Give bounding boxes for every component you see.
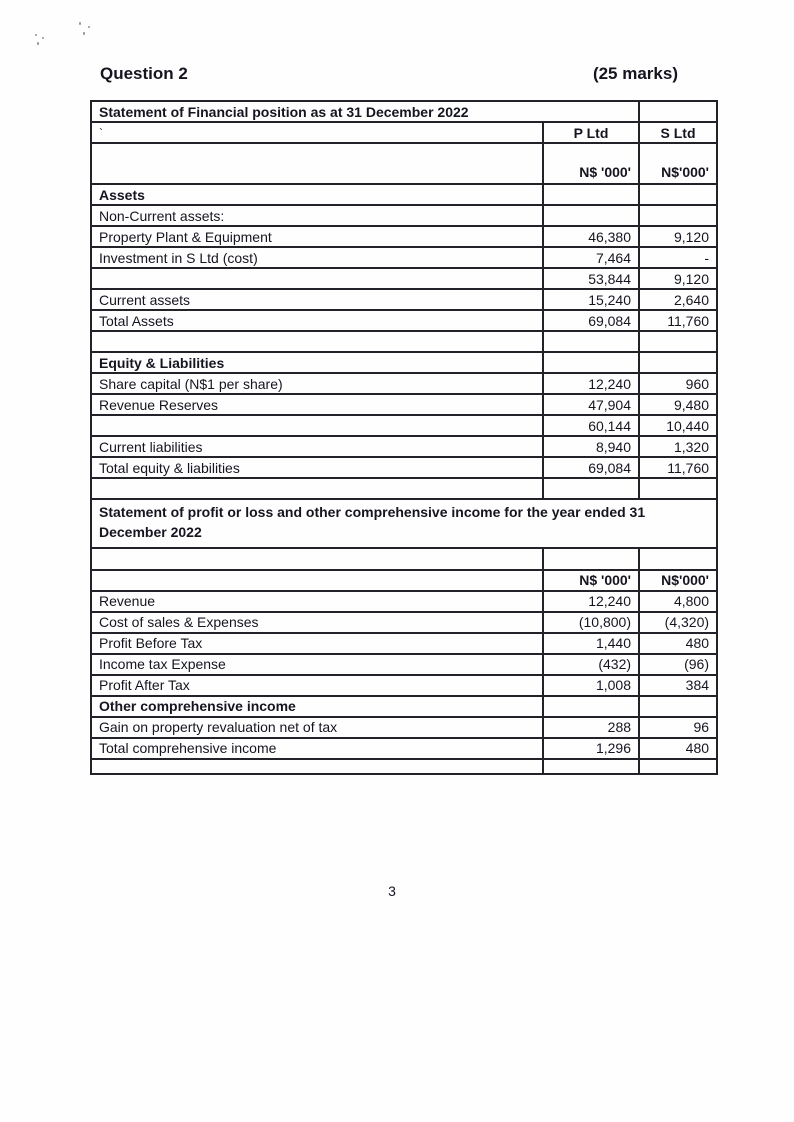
s-ltd-value: 384 (639, 675, 717, 696)
s-ltd-value (639, 184, 717, 205)
question-title: Question 2 (100, 64, 188, 83)
p-ltd-value (543, 184, 639, 205)
p-ltd-value: 7,464 (543, 247, 639, 268)
p-ltd-value: 47,904 (543, 394, 639, 415)
row-label: Equity & Liabilities (91, 352, 543, 373)
unit-s-ltd: N$'000' (639, 143, 717, 184)
s-ltd-value (639, 205, 717, 226)
s-ltd-value: 11,760 (639, 310, 717, 331)
table-row (91, 289, 717, 310)
row-label: Profit Before Tax (91, 633, 543, 654)
empty-cell (91, 570, 543, 591)
p-ltd-value: 12,240 (543, 373, 639, 394)
pencil-mark (42, 37, 44, 39)
table-row (91, 696, 717, 717)
empty-cell (639, 101, 717, 122)
p-ltd-value: 46,380 (543, 226, 639, 247)
units-row (91, 143, 717, 184)
s-ltd-value: 2,640 (639, 289, 717, 310)
s-ltd-value (639, 331, 717, 352)
pencil-mark (79, 22, 81, 25)
row-label: Income tax Expense (91, 654, 543, 675)
row-label: Gain on property revaluation net of tax (91, 717, 543, 738)
p-ltd-value: 8,940 (543, 436, 639, 457)
row-label: Total Assets (91, 310, 543, 331)
table-row (91, 205, 717, 226)
pencil-mark (37, 42, 39, 45)
row-label: Revenue (91, 591, 543, 612)
table-row (91, 415, 717, 436)
table-row (91, 478, 717, 499)
pl-title: Statement of profit or loss and other comprehensive income for the year ended 31 December 2022 (91, 499, 717, 548)
empty-cell (91, 548, 543, 570)
s-ltd-value: 480 (639, 738, 717, 759)
col-header-s-ltd: S Ltd (639, 122, 717, 143)
p-ltd-value: 1,296 (543, 738, 639, 759)
p-ltd-value: 12,240 (543, 591, 639, 612)
p-ltd-value: 69,084 (543, 310, 639, 331)
row-label: Investment in S Ltd (cost) (91, 247, 543, 268)
marks-label: (25 marks) (592, 64, 678, 83)
table-row (91, 759, 717, 774)
s-ltd-value: 9,120 (639, 268, 717, 289)
s-ltd-value (639, 696, 717, 717)
table-row (91, 738, 717, 759)
pencil-mark (83, 32, 85, 35)
table-row (91, 247, 717, 268)
financial-statements-table (90, 100, 718, 775)
fp-title-row (91, 101, 717, 122)
row-label (91, 759, 543, 774)
row-label: Property Plant & Equipment (91, 226, 543, 247)
s-ltd-value: 4,800 (639, 591, 717, 612)
row-label: Revenue Reserves (91, 394, 543, 415)
p-ltd-value: (10,800) (543, 612, 639, 633)
row-label (91, 478, 543, 499)
row-label: Profit After Tax (91, 675, 543, 696)
table-row (91, 394, 717, 415)
row-label (91, 268, 543, 289)
table-row (91, 226, 717, 247)
table-row (91, 436, 717, 457)
p-ltd-value: 1,440 (543, 633, 639, 654)
table-row (91, 654, 717, 675)
p-ltd-value: 69,084 (543, 457, 639, 478)
p-ltd-value: 53,844 (543, 268, 639, 289)
p-ltd-value: 1,008 (543, 675, 639, 696)
empty-cell (543, 548, 639, 570)
s-ltd-value: 1,320 (639, 436, 717, 457)
row-label: Total equity & liabilities (91, 457, 543, 478)
p-ltd-value (543, 696, 639, 717)
s-ltd-value (639, 352, 717, 373)
p-ltd-value: 60,144 (543, 415, 639, 436)
s-ltd-value (639, 478, 717, 499)
pl-units-row (91, 570, 717, 591)
s-ltd-value: - (639, 247, 717, 268)
table-row (91, 612, 717, 633)
s-ltd-value: (4,320) (639, 612, 717, 633)
p-ltd-value (543, 478, 639, 499)
row-label: Current assets (91, 289, 543, 310)
page-number: 3 (388, 883, 396, 899)
s-ltd-value: 9,480 (639, 394, 717, 415)
row-label: Total comprehensive income (91, 738, 543, 759)
s-ltd-value: 9,120 (639, 226, 717, 247)
p-ltd-value (543, 331, 639, 352)
row-label: Cost of sales & Expenses (91, 612, 543, 633)
row-label: Share capital (N$1 per share) (91, 373, 543, 394)
row-label (91, 331, 543, 352)
p-ltd-value (543, 759, 639, 774)
p-ltd-value (543, 205, 639, 226)
table-row (91, 548, 717, 570)
table-row (91, 331, 717, 352)
row-label: Other comprehensive income (91, 696, 543, 717)
table-row (91, 633, 717, 654)
s-ltd-value: 96 (639, 717, 717, 738)
question-header (100, 64, 678, 84)
table-row (91, 591, 717, 612)
fp-title: Statement of Financial position as at 31 December 2022 (91, 101, 639, 122)
empty-cell (639, 548, 717, 570)
row-label: Non-Current assets: (91, 205, 543, 226)
table-row (91, 717, 717, 738)
row-label (91, 415, 543, 436)
s-ltd-value: 480 (639, 633, 717, 654)
p-ltd-value: (432) (543, 654, 639, 675)
row-label: Current liabilities (91, 436, 543, 457)
s-ltd-value (639, 759, 717, 774)
p-ltd-value: 15,240 (543, 289, 639, 310)
row-label: Assets (91, 184, 543, 205)
unit-p-ltd: N$ '000' (543, 570, 639, 591)
s-ltd-value: 960 (639, 373, 717, 394)
pencil-mark (35, 34, 37, 36)
s-ltd-value: 11,760 (639, 457, 717, 478)
p-ltd-value (543, 352, 639, 373)
pencil-mark (88, 26, 90, 28)
unit-s-ltd: N$'000' (639, 570, 717, 591)
column-header-row (91, 122, 717, 143)
unit-p-ltd: N$ '000' (543, 143, 639, 184)
s-ltd-value: 10,440 (639, 415, 717, 436)
pl-title-row (91, 499, 717, 548)
table-row (91, 457, 717, 478)
col-header-p-ltd: P Ltd (543, 122, 639, 143)
table-row (91, 373, 717, 394)
empty-cell (91, 143, 543, 184)
table-row (91, 352, 717, 373)
p-ltd-value: 288 (543, 717, 639, 738)
table-row (91, 268, 717, 289)
tick-mark: ` (91, 122, 543, 143)
s-ltd-value: (96) (639, 654, 717, 675)
table-row (91, 675, 717, 696)
table-row (91, 310, 717, 331)
table-row (91, 184, 717, 205)
